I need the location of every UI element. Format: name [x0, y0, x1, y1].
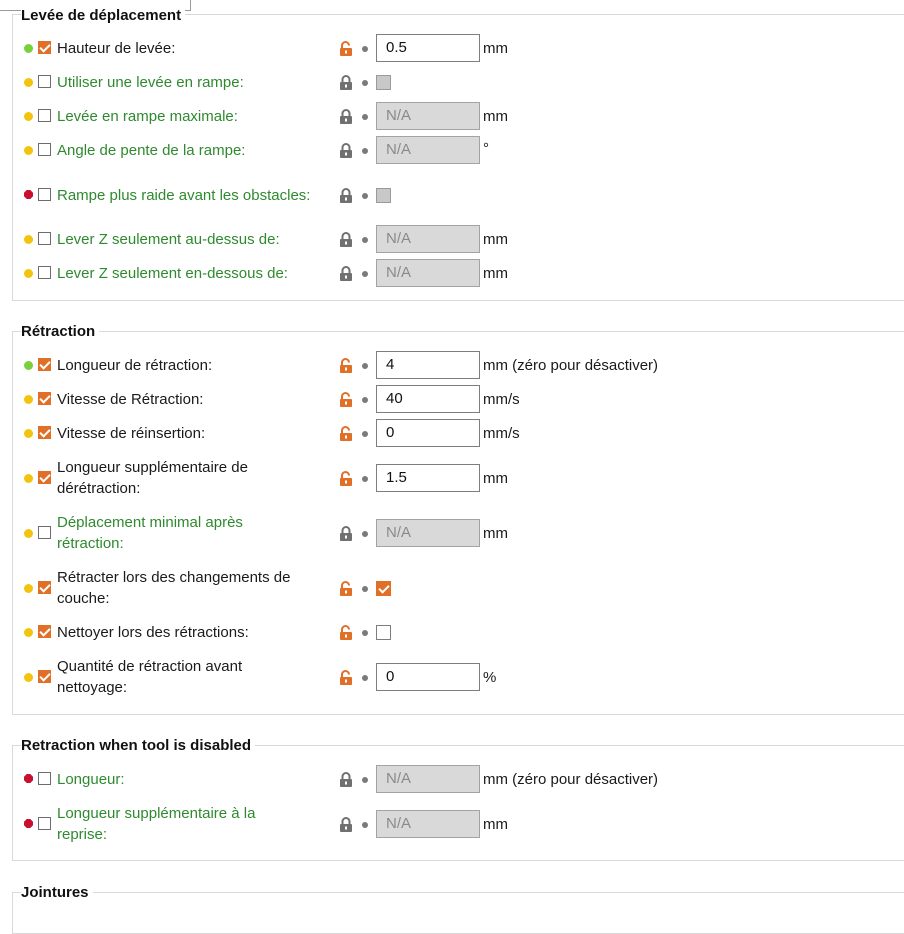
unlocked-lock-icon[interactable]: [339, 392, 353, 408]
unit-label: mm/s: [483, 391, 520, 408]
retraction-speed-input[interactable]: 40: [376, 385, 480, 413]
bullet-icon: [362, 271, 368, 277]
bullet-icon: [362, 80, 368, 86]
unit-label: mm: [483, 470, 508, 487]
option-label: Nettoyer lors des rétractions:: [57, 624, 249, 641]
locked-lock-icon[interactable]: [339, 75, 353, 91]
status-dot: [24, 474, 33, 483]
status-dot: [24, 146, 33, 155]
ramp-angle-input[interactable]: N/A: [376, 136, 480, 164]
enable-checkbox[interactable]: [38, 75, 51, 88]
unlocked-lock-icon[interactable]: [339, 670, 353, 686]
unit-label: mm: [483, 525, 508, 542]
toolchange-extra-input[interactable]: N/A: [376, 810, 480, 838]
option-label: Longueur supplémentaire de dérétraction:: [57, 459, 248, 497]
option-label: Levée en rampe maximale:: [57, 108, 238, 125]
status-dot: [24, 269, 33, 278]
locked-lock-icon[interactable]: [339, 143, 353, 159]
enable-checkbox[interactable]: [38, 109, 51, 122]
option-label: Longueur supplémentaire à la reprise:: [57, 805, 256, 843]
enable-checkbox[interactable]: [38, 625, 51, 638]
bullet-icon: [362, 531, 368, 537]
bullet-icon: [362, 363, 368, 369]
enable-checkbox[interactable]: [38, 392, 51, 405]
unlocked-lock-icon[interactable]: [339, 426, 353, 442]
bullet-icon: [362, 114, 368, 120]
enable-checkbox[interactable]: [38, 817, 51, 830]
locked-lock-icon[interactable]: [339, 526, 353, 542]
enable-checkbox[interactable]: [38, 426, 51, 439]
retract-before-wipe-input[interactable]: 0: [376, 663, 480, 691]
option-label: Utiliser une levée en rampe:: [57, 74, 244, 91]
unit-label: mm: [483, 108, 508, 125]
locked-lock-icon[interactable]: [339, 817, 353, 833]
bullet-icon: [362, 148, 368, 154]
unit-label: mm: [483, 231, 508, 248]
status-dot: [24, 361, 33, 370]
section-title: Rétraction: [21, 323, 99, 341]
unit-label: mm: [483, 265, 508, 282]
ramp-lift-checkbox[interactable]: [376, 75, 391, 90]
section-seams: [12, 884, 904, 934]
bullet-icon: [362, 777, 368, 783]
unlocked-lock-icon[interactable]: [339, 625, 353, 641]
unit-label: mm: [483, 816, 508, 833]
status-dot: [24, 628, 33, 637]
enable-checkbox[interactable]: [38, 772, 51, 785]
section-title: Jointures: [21, 884, 93, 902]
option-label: Rétracter lors des changements de couche:: [57, 569, 291, 607]
unlocked-lock-icon[interactable]: [339, 581, 353, 597]
locked-lock-icon[interactable]: [339, 188, 353, 204]
enable-checkbox[interactable]: [38, 266, 51, 279]
deretraction-speed-input[interactable]: 0: [376, 419, 480, 447]
option-label: Lever Z seulement en-dessous de:: [57, 265, 288, 282]
option-label: Longueur:: [57, 771, 125, 788]
enable-checkbox[interactable]: [38, 188, 51, 201]
status-dot: [24, 395, 33, 404]
unit-label: mm (zéro pour désactiver): [483, 357, 659, 374]
enable-checkbox[interactable]: [38, 41, 51, 54]
bullet-icon: [362, 586, 368, 592]
bullet-icon: [362, 431, 368, 437]
enable-checkbox[interactable]: [38, 471, 51, 484]
option-label: Déplacement minimal après rétraction:: [57, 514, 243, 552]
option-label: Quantité de rétraction avant nettoyage:: [57, 658, 243, 696]
option-label: Rampe plus raide avant les obstacles:: [57, 187, 311, 204]
status-dot: [24, 673, 33, 682]
bullet-icon: [362, 193, 368, 199]
bullet-icon: [362, 675, 368, 681]
toolchange-length-input[interactable]: N/A: [376, 765, 480, 793]
enable-checkbox[interactable]: [38, 581, 51, 594]
status-dot: [24, 584, 33, 593]
retraction-length-input[interactable]: 4: [376, 351, 480, 379]
bullet-icon: [362, 397, 368, 403]
bullet-icon: [362, 237, 368, 243]
option-label: Lever Z seulement au-dessus de:: [57, 231, 280, 248]
section-title: Levée de déplacement: [21, 7, 185, 25]
status-dot: [24, 112, 33, 121]
locked-lock-icon[interactable]: [339, 109, 353, 125]
status-dot: [24, 78, 33, 87]
status-dot: [24, 235, 33, 244]
bullet-icon: [362, 630, 368, 636]
section-title: Retraction when tool is disabled: [21, 737, 255, 755]
extra-deretraction-input[interactable]: 1.5: [376, 464, 480, 492]
status-dot: [24, 429, 33, 438]
min-travel-input[interactable]: N/A: [376, 519, 480, 547]
unlocked-lock-icon[interactable]: [339, 41, 353, 57]
steeper-ramp-checkbox[interactable]: [376, 188, 391, 203]
enable-checkbox[interactable]: [38, 358, 51, 371]
locked-lock-icon[interactable]: [339, 772, 353, 788]
max-ramp-lift-input[interactable]: N/A: [376, 102, 480, 130]
unit-label: %: [483, 669, 497, 686]
status-dot: [24, 529, 33, 538]
enable-checkbox[interactable]: [38, 232, 51, 245]
unit-label: mm (zéro pour désactiver): [483, 771, 659, 788]
status-dot: [24, 44, 33, 53]
status-dot: [24, 190, 33, 199]
lift-below-input[interactable]: N/A: [376, 259, 480, 287]
enable-checkbox[interactable]: [38, 526, 51, 539]
option-label: Hauteur de levée:: [57, 40, 176, 57]
wipe-checkbox[interactable]: [376, 625, 391, 640]
bullet-icon: [362, 476, 368, 482]
lift-height-input[interactable]: 0.5: [376, 34, 480, 62]
option-label: Vitesse de réinsertion:: [57, 425, 206, 442]
retract-layer-change-checkbox[interactable]: [376, 581, 391, 596]
option-label: Longueur de rétraction:: [57, 357, 213, 374]
bullet-icon: [362, 46, 368, 52]
bullet-icon: [362, 822, 368, 828]
enable-checkbox[interactable]: [38, 670, 51, 683]
unit-label: mm/s: [483, 425, 520, 442]
option-label: Vitesse de Rétraction:: [57, 391, 204, 408]
locked-lock-icon[interactable]: [339, 266, 353, 282]
enable-checkbox[interactable]: [38, 143, 51, 156]
locked-lock-icon[interactable]: [339, 232, 353, 248]
unlocked-lock-icon[interactable]: [339, 471, 353, 487]
lift-above-input[interactable]: N/A: [376, 225, 480, 253]
unit-label: °: [483, 140, 489, 157]
unlocked-lock-icon[interactable]: [339, 358, 353, 374]
option-label: Angle de pente de la rampe:: [57, 142, 246, 159]
unit-label: mm: [483, 40, 508, 57]
